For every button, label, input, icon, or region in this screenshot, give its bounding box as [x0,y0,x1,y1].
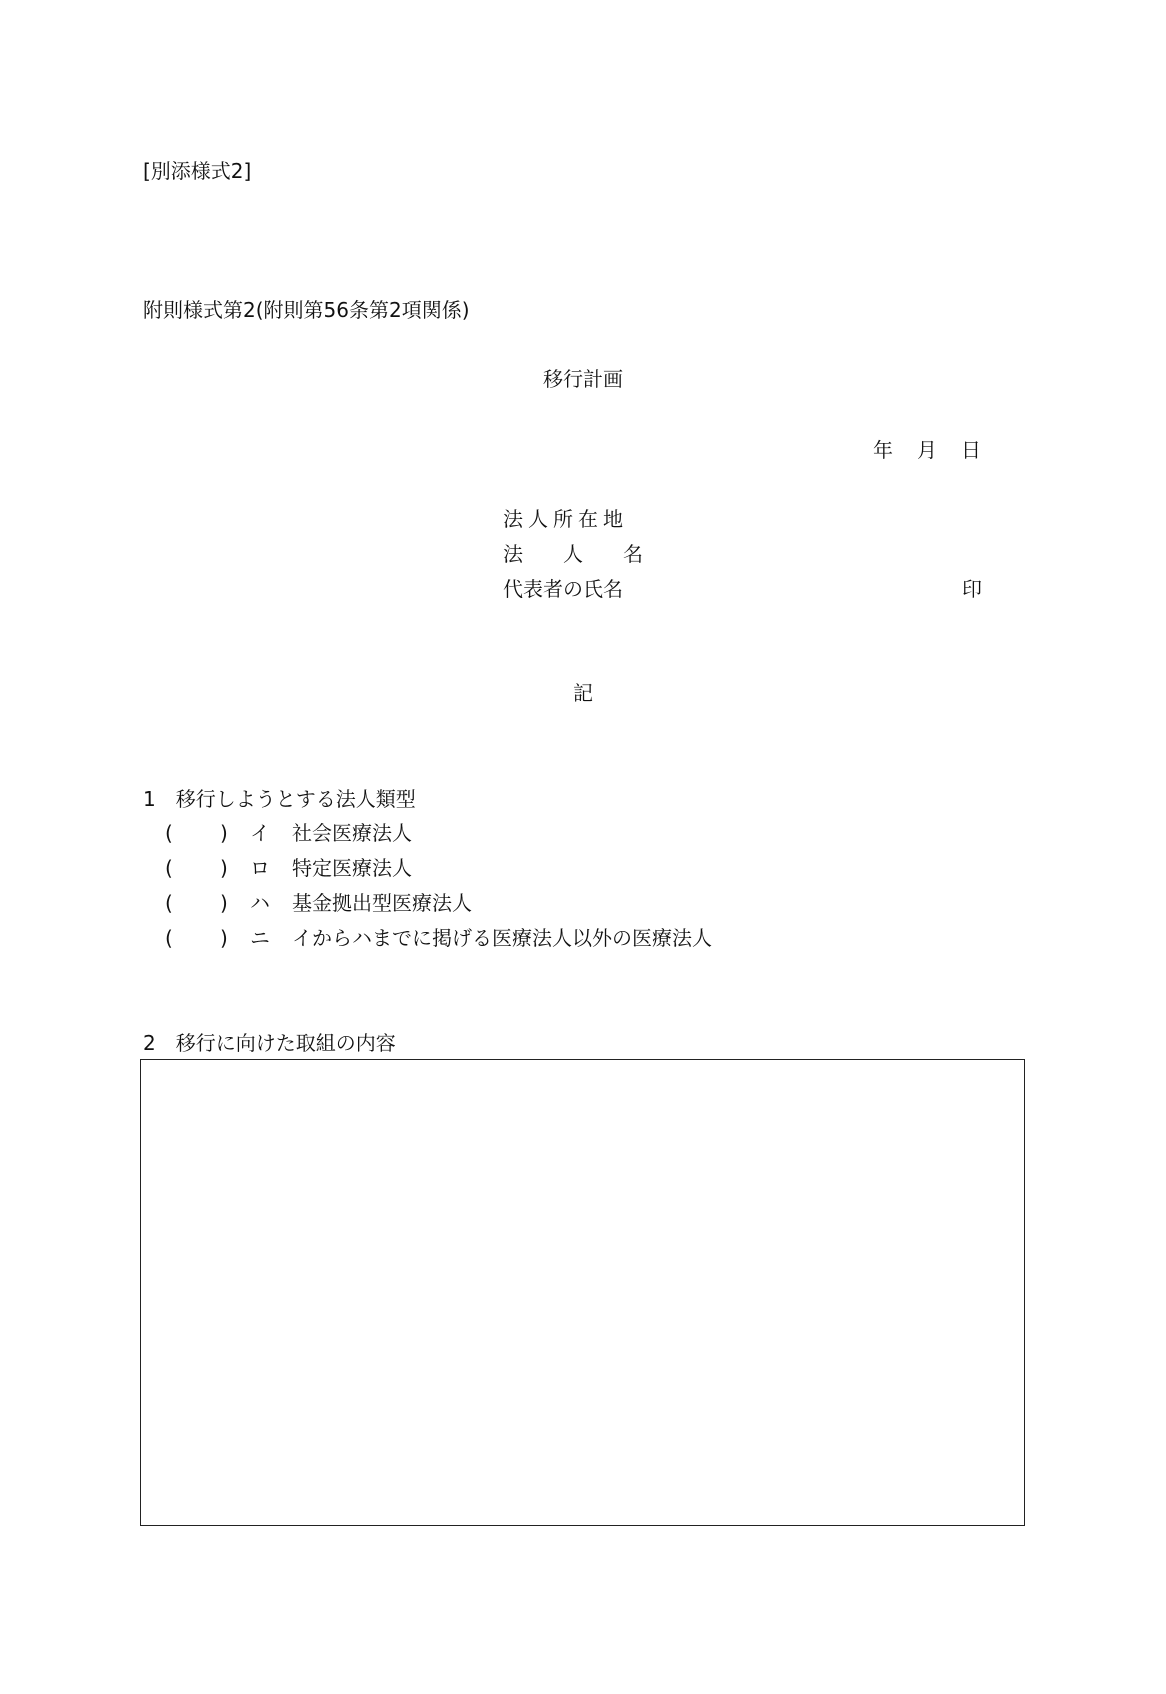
option-checkbox-close: ) [220,856,228,880]
option-row[interactable] [165,928,712,963]
section2-title: 2 移行に向けた取組の内容 [143,1031,396,1055]
document-title: 移行計画 [543,367,623,391]
option-checkbox-close: ) [220,891,228,915]
corporation-name-label: 法 人 名 [503,542,643,566]
form-reference: 附則様式第2(附則第56条第2項関係) [143,298,470,322]
option-row[interactable] [165,858,712,893]
date-line [873,440,981,460]
option-text: 特定医療法人 [292,856,412,880]
option-letter: ニ [250,926,270,950]
date-year: 年 [873,438,893,462]
option-letter: ハ [250,891,270,915]
option-letter: ロ [250,856,270,880]
option-text: イからハまでに掲げる医療法人以外の医療法人 [292,926,712,950]
option-letter: イ [250,821,270,845]
attachment-label: [別添様式2] [143,159,252,183]
date-month: 月 [917,438,937,462]
applicant-block [503,509,643,614]
option-text: 社会医療法人 [292,821,412,845]
corporation-address-label: 法人所在地 [503,507,628,531]
seal-mark: 印 [962,577,982,601]
corporation-type-options [165,823,712,963]
option-checkbox-open[interactable]: ( [165,891,173,915]
section1-title: 1 移行しようとする法人類型 [143,787,416,811]
option-text: 基金拠出型医療法人 [292,891,472,915]
option-checkbox-open[interactable]: ( [165,821,173,845]
option-row[interactable] [165,893,712,928]
date-day: 日 [961,438,981,462]
option-checkbox-close: ) [220,926,228,950]
initiative-content-box[interactable] [140,1059,1025,1526]
option-checkbox-open[interactable]: ( [165,856,173,880]
record-heading: 記 [573,681,593,705]
option-checkbox-close: ) [220,821,228,845]
option-checkbox-open[interactable]: ( [165,926,173,950]
option-row[interactable] [165,823,712,858]
representative-name-label: 代表者の氏名 [503,577,623,601]
